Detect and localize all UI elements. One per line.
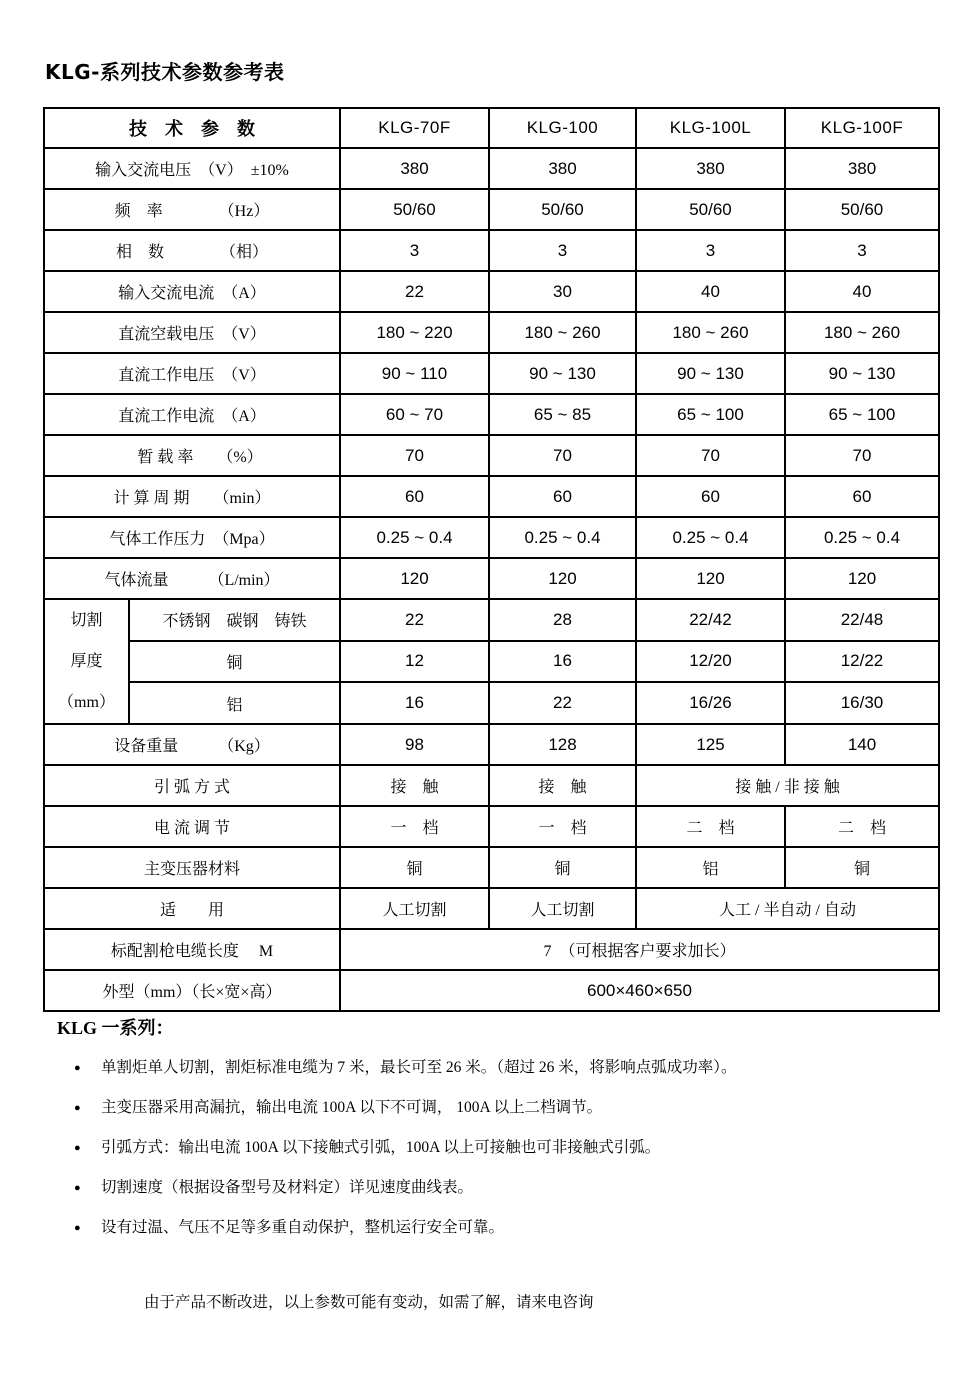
value-cell: 180 ~ 260: [489, 312, 636, 353]
param-label: 暂 载 率 （%）: [44, 435, 340, 476]
value-cell: 70: [489, 435, 636, 476]
value-cell: 180 ~ 220: [340, 312, 489, 353]
value-cell: 接 触: [489, 765, 636, 806]
page-title: KLG-系列技术参数参考表: [45, 60, 285, 84]
value-cell: 3: [636, 230, 785, 271]
cutting-thickness-group-label: [44, 599, 129, 724]
param-label: 输入交流电流 （A）: [44, 271, 340, 312]
table-row-transformer-material: [44, 847, 939, 888]
cutting-group-line: （mm）: [58, 694, 115, 711]
value-cell: 16: [489, 641, 636, 683]
value-cell: 16: [340, 682, 489, 724]
value-cell: 铜: [785, 847, 939, 888]
param-label: 标配割枪电缆长度 M: [44, 929, 340, 970]
table-row-cable-length: [44, 929, 939, 970]
value-cell: 12/22: [785, 641, 939, 683]
list-item: [74, 1217, 917, 1238]
table-row-duty-cycle: [44, 435, 939, 476]
table-row-weight: [44, 724, 939, 765]
value-cell: 人工切割: [489, 888, 636, 929]
value-cell-merged: 600×460×650: [340, 970, 939, 1011]
header-row: [44, 108, 939, 148]
param-label: 频 率 （Hz）: [44, 189, 340, 230]
table-row-cycle-period: [44, 476, 939, 517]
note-text: 单割炬单人切割，割炬标准电缆为 7 米，最长可至 26 米。（超过 26 米，将影响点弧成功率）。: [101, 1059, 737, 1076]
value-cell: 50/60: [785, 189, 939, 230]
value-cell: 40: [636, 271, 785, 312]
param-label: 适 用: [44, 888, 340, 929]
value-cell: 70: [340, 435, 489, 476]
value-cell: 22: [489, 682, 636, 724]
note-text: 主变压器采用高漏抗，输出电流 100A 以下不可调， 100A 以上二档调节。: [101, 1099, 603, 1116]
list-item: [74, 1057, 917, 1078]
table-row-working-voltage: [44, 353, 939, 394]
value-cell: 一 档: [340, 806, 489, 847]
value-cell: 50/60: [489, 189, 636, 230]
bullet-icon: ●: [74, 1062, 81, 1074]
cutting-group-line: 切割: [70, 612, 103, 629]
table-row-input-current: [44, 271, 939, 312]
value-cell: 380: [340, 148, 489, 189]
value-cell: 380: [489, 148, 636, 189]
table-row-input-voltage: [44, 148, 939, 189]
corner-header: 技 术 参 数: [44, 108, 340, 148]
notes-list: [57, 1057, 917, 1238]
note-text: 切割速度（根据设备型号及材料定）详见速度曲线表。: [101, 1179, 474, 1196]
value-cell: 65 ~ 85: [489, 394, 636, 435]
table-row-cutting-steel: [44, 599, 939, 641]
param-label: 设备重量 （Kg）: [44, 724, 340, 765]
table-row-no-load-voltage: [44, 312, 939, 353]
param-label: 主变压器材料: [44, 847, 340, 888]
param-label: 引 弧 方 式: [44, 765, 340, 806]
param-label: 气体流量 （L/min）: [44, 558, 340, 599]
value-cell: 60: [636, 476, 785, 517]
table-row-working-current: [44, 394, 939, 435]
value-cell: 30: [489, 271, 636, 312]
value-cell: 铜: [340, 847, 489, 888]
value-cell: 90 ~ 130: [636, 353, 785, 394]
value-cell: 28: [489, 599, 636, 641]
value-cell: 0.25 ~ 0.4: [636, 517, 785, 558]
table-row-current-adjust: [44, 806, 939, 847]
bullet-icon: ●: [74, 1222, 81, 1234]
model-header-klg-100l: KLG-100L: [636, 108, 785, 148]
value-cell: 120: [489, 558, 636, 599]
value-cell: 22: [340, 271, 489, 312]
value-cell: 180 ~ 260: [636, 312, 785, 353]
param-label: 外型（mm）（长×宽×高）: [44, 970, 340, 1011]
value-cell: 3: [340, 230, 489, 271]
footer-note: 由于产品不断改进，以上参数可能有变动，如需了解，请来电咨询: [144, 1294, 594, 1311]
value-cell: 0.25 ~ 0.4: [340, 517, 489, 558]
value-cell: 98: [340, 724, 489, 765]
note-text: 设有过温、气压不足等多重自动保护，整机运行安全可靠。: [101, 1219, 505, 1236]
value-cell: 铜: [489, 847, 636, 888]
value-cell: 22/48: [785, 599, 939, 641]
table-row-cutting-aluminum: [44, 682, 939, 724]
table-row-phase: [44, 230, 939, 271]
value-cell-merged: 人工 / 半自动 / 自动: [636, 888, 939, 929]
value-cell: 22/42: [636, 599, 785, 641]
model-header-klg-70f: KLG-70F: [340, 108, 489, 148]
table-row-application: [44, 888, 939, 929]
value-cell: 90 ~ 130: [489, 353, 636, 394]
value-cell: 120: [636, 558, 785, 599]
value-cell: 3: [489, 230, 636, 271]
value-cell: 12/20: [636, 641, 785, 683]
table-row-gas-flow: [44, 558, 939, 599]
value-cell: 380: [636, 148, 785, 189]
param-label: 直流空载电压 （V）: [44, 312, 340, 353]
param-label: 输入交流电压 （V） ±10%: [44, 148, 340, 189]
value-cell: 40: [785, 271, 939, 312]
model-header-klg-100: KLG-100: [489, 108, 636, 148]
value-cell: 3: [785, 230, 939, 271]
material-label: 铝: [129, 682, 340, 724]
value-cell: 0.25 ~ 0.4: [785, 517, 939, 558]
table-row-frequency: [44, 189, 939, 230]
notes-section: [57, 1014, 917, 1257]
list-item: [74, 1177, 917, 1198]
value-cell: 70: [636, 435, 785, 476]
value-cell: 60: [340, 476, 489, 517]
value-cell: 65 ~ 100: [785, 394, 939, 435]
cutting-group-line: 厚度: [70, 653, 103, 670]
value-cell: 50/60: [340, 189, 489, 230]
bullet-icon: ●: [74, 1102, 81, 1114]
value-cell: 90 ~ 110: [340, 353, 489, 394]
value-cell: 128: [489, 724, 636, 765]
table-row-gas-pressure: [44, 517, 939, 558]
value-cell: 16/30: [785, 682, 939, 724]
value-cell: 60 ~ 70: [340, 394, 489, 435]
value-cell: 接 触: [340, 765, 489, 806]
value-cell: 180 ~ 260: [785, 312, 939, 353]
value-cell: 140: [785, 724, 939, 765]
value-cell: 380: [785, 148, 939, 189]
value-cell: 120: [785, 558, 939, 599]
list-item: [74, 1137, 917, 1158]
notes-heading: KLG 一系列：: [57, 1018, 174, 1038]
value-cell: 16/26: [636, 682, 785, 724]
value-cell: 120: [340, 558, 489, 599]
table-row-arc-start: [44, 765, 939, 806]
param-label: 电 流 调 节: [44, 806, 340, 847]
value-cell: 60: [785, 476, 939, 517]
value-cell: 二 档: [636, 806, 785, 847]
material-label: 铜: [129, 641, 340, 683]
value-cell-merged: 7 （可根据客户要求加长）: [340, 929, 939, 970]
param-label: 直流工作电流 （A）: [44, 394, 340, 435]
value-cell: 一 档: [489, 806, 636, 847]
value-cell-merged: 接 触 / 非 接 触: [636, 765, 939, 806]
bullet-icon: ●: [74, 1182, 81, 1194]
value-cell: 0.25 ~ 0.4: [489, 517, 636, 558]
value-cell: 铝: [636, 847, 785, 888]
value-cell: 人工切割: [340, 888, 489, 929]
value-cell: 125: [636, 724, 785, 765]
param-label: 气体工作压力 （Mpa）: [44, 517, 340, 558]
list-item: [74, 1097, 917, 1118]
value-cell: 70: [785, 435, 939, 476]
value-cell: 60: [489, 476, 636, 517]
value-cell: 50/60: [636, 189, 785, 230]
value-cell: 22: [340, 599, 489, 641]
value-cell: 12: [340, 641, 489, 683]
spec-table: [43, 107, 940, 1012]
value-cell: 90 ~ 130: [785, 353, 939, 394]
table-row-dimensions: [44, 970, 939, 1011]
table-row-cutting-copper: [44, 641, 939, 683]
param-label: 计 算 周 期 （min）: [44, 476, 340, 517]
param-label: 相 数 （相）: [44, 230, 340, 271]
bullet-icon: ●: [74, 1142, 81, 1154]
model-header-klg-100f: KLG-100F: [785, 108, 939, 148]
param-label: 直流工作电压 （V）: [44, 353, 340, 394]
value-cell: 二 档: [785, 806, 939, 847]
note-text: 引弧方式：输出电流 100A 以下接触式引弧，100A 以上可接触也可非接触式引弧。: [101, 1139, 661, 1156]
value-cell: 65 ~ 100: [636, 394, 785, 435]
material-label: 不锈钢 碳钢 铸铁: [129, 599, 340, 641]
